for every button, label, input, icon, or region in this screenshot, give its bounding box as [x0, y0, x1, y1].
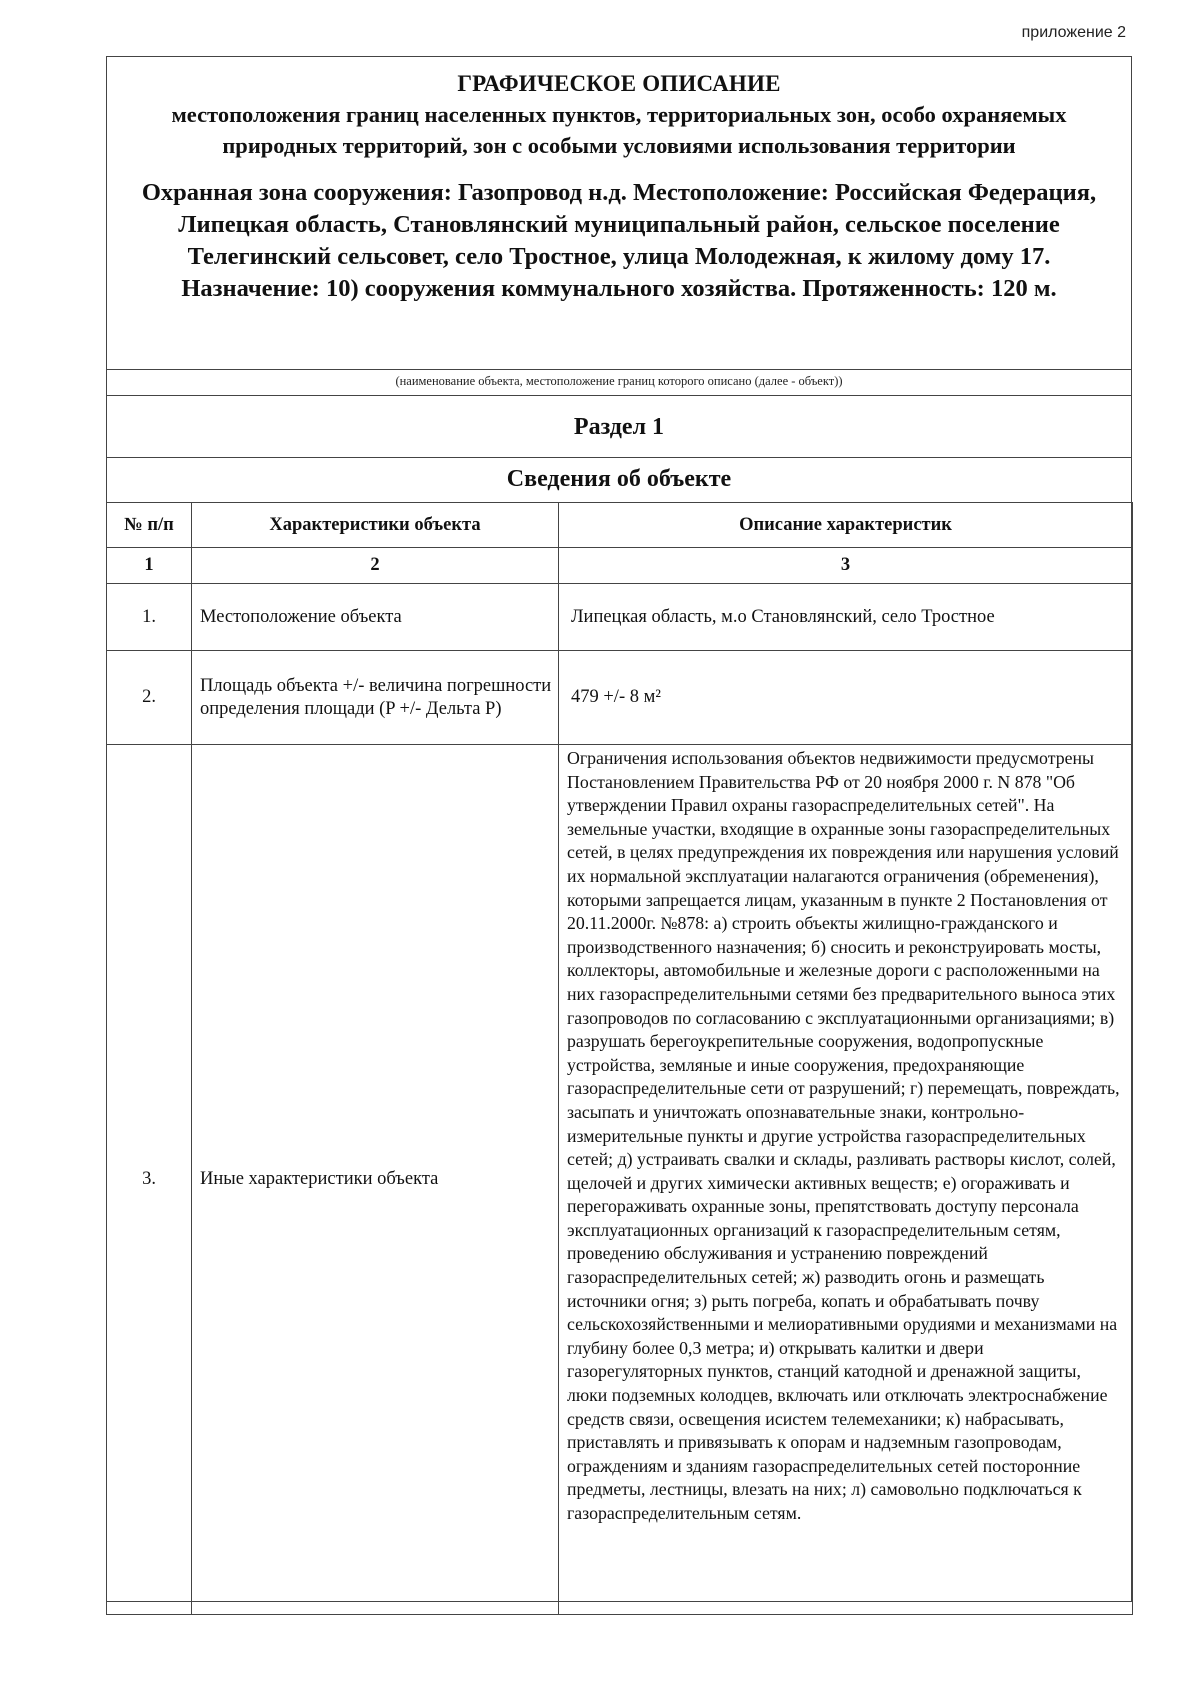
row-description: Липецкая область, м.о Становлянский, село Тростное — [559, 584, 1133, 651]
row-number: 3. — [107, 745, 192, 1615]
document-subtitle: местоположения границ населенных пунктов, территориальных зон, особо охраняемых природных территорий, зон с особыми условиями использования территории — [171, 102, 1067, 158]
object-info-table — [106, 502, 1133, 1615]
row-number: 1. — [107, 584, 192, 651]
table-row — [107, 584, 1133, 651]
column-header: Описание характеристик — [559, 503, 1133, 548]
section-number: Раздел 1 — [573, 414, 665, 440]
column-number: 1 — [107, 548, 192, 584]
column-number-row — [107, 548, 1133, 584]
header-block — [107, 57, 1131, 369]
object-name: Охранная зона сооружения: Газопровод н.д. Местоположение: Российская Федерация, Липецкая область, Становлянский муниципальный район, сельское поселение Телегинский сельсовет, село Тростное, улица Молодежная, к жилому дому 17. Назначение: 10) сооружения коммунального хозяйства. Протяженность: 120 м. — [141, 179, 1097, 302]
object-caption: (наименование объекта, местоположение границ которого описано (далее - объект)) — [395, 374, 843, 388]
document-title: ГРАФИЧЕСКОЕ ОПИСАНИЕ — [457, 71, 781, 96]
row-description: Ограничения использования объектов недвижимости предусмотрены Постановлением Правительства РФ от 20 ноября 2000 г. N 878 "Об утверждении Правил охраны газораспределительных сетей". На земельные участки, входящие в охранные зоны газораспределительных сетей, в целях предупреждения их повреждения или нарушения условий их нормальной эксплуатации налагаются ограничения (обременения), которыми запрещается лицам, указанным в пункте 2 Постановления от 20.11.2000г. №878: а) строить объекты жилищно-гражданского и производственного назначения; б) сносить и реконструировать мосты, коллекторы, автомобильные и железные дороги с расположенными на них газораспределительными сетями без предварительного выноса этих газопроводов по согласованию с эксплуатационными организациями; в) разрушать берегоукрепительные сооружения, водопропускные устройства, земляные и иные сооружения, предохраняющие газораспределительные сети от разрушений; г) перемещать, повреждать, засыпать и уничтожать опознавательные знаки, контрольно-измерительные пункты и другие устройства газораспределительных сетей; д) устраивать свалки и склады, разливать растворы кислот, солей, щелочей и других химически активных веществ; е) огораживать и перегораживать охранные зоны, препятствовать доступу персонала эксплуатационных организаций к газораспределительным сетям, проведению обслуживания и устранению повреждений газораспределительных сетей; ж) разводить огонь и размещать источники огня; з) рыть погреба, копать и обрабатывать почву сельскохозяйственными и мелиоративными орудиями и механизмами на глубину более 0,3 метра; и) открывать калитки и двери газорегуляторных пунктов, станций катодной и дренажной защиты, люки подземных колодцев, включать или отключать электроснабжение средств связи, освещения исистем телемеханики; к) набрасывать, приставлять и привязывать к опорам и надземным газопроводам, ограждениям и зданиям газораспределительных сетей посторонние предметы, лестницы, влезать на них; л) самовольно подключаться к газораспределительным сетям. — [559, 745, 1133, 1615]
document-frame — [106, 56, 1132, 1602]
divider — [107, 395, 1131, 396]
appendix-label: приложение 2 — [1021, 24, 1126, 41]
row-characteristic: Площадь объекта +/- величина погрешности определения площади (P +/- Дельта P) — [192, 651, 559, 745]
table-row — [107, 651, 1133, 745]
column-header: № п/п — [107, 503, 192, 548]
row-characteristic: Местоположение объекта — [192, 584, 559, 651]
row-number: 2. — [107, 651, 192, 745]
column-number: 2 — [192, 548, 559, 584]
table-header-row — [107, 503, 1133, 548]
row-characteristic: Иные характеристики объекта — [192, 745, 559, 1615]
section-title: Сведения об объекте — [506, 466, 732, 492]
column-number: 3 — [559, 548, 1133, 584]
row-description: 479 +/- 8 м² — [559, 651, 1133, 745]
table-row — [107, 745, 1133, 1615]
column-header: Характеристики объекта — [192, 503, 559, 548]
